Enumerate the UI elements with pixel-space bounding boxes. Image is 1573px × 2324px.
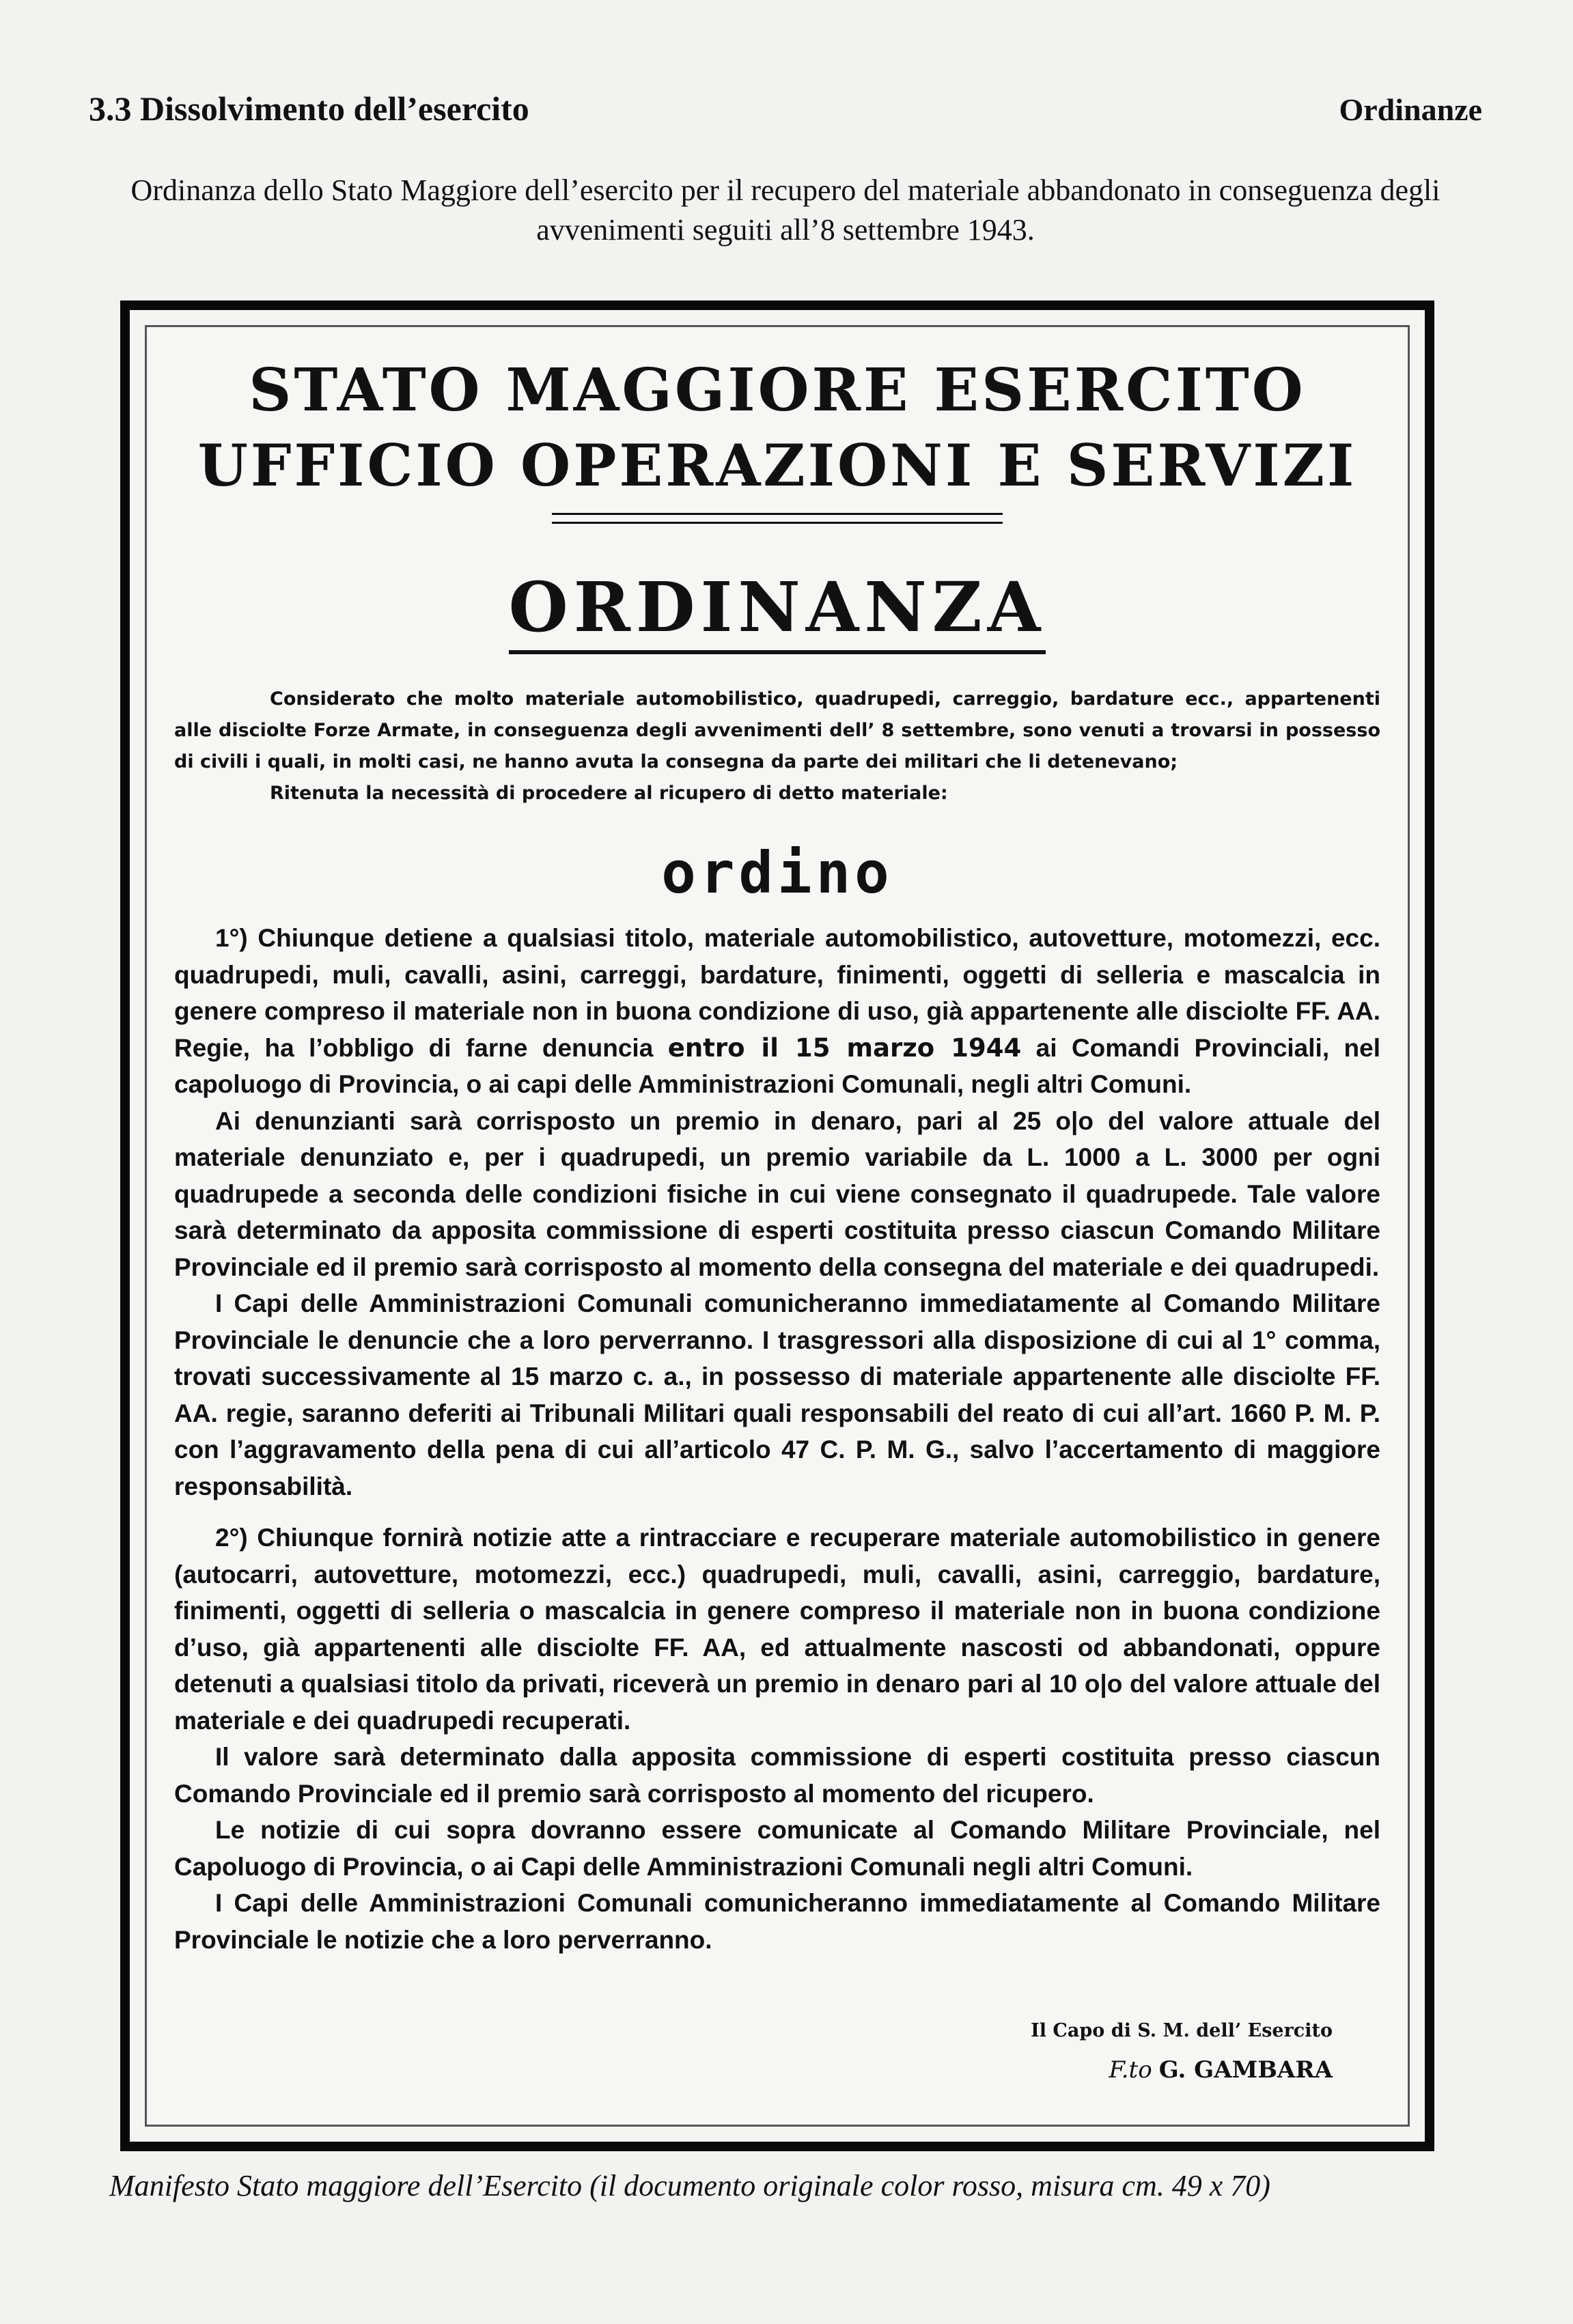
paragraph-2-notice: Le notizie di cui sopra dovranno essere comunicate al Comando Militare Provinciale, nel Capoluogo di Provincia, o ai Capi delle Amministrazioni Comunali negli altri Comuni. (174, 1816, 1380, 1881)
signature-line (1031, 2056, 1333, 2084)
figure-caption: Manifesto Stato maggiore dell’Esercito (il documento originale color rosso, misura cm. 49 x 70) (109, 2169, 1270, 2202)
signature-name: G. GAMBARA (1158, 2056, 1333, 2084)
ordinance-title-text: ORDINANZA (509, 567, 1046, 654)
paragraph-1-text: 1°) Chiunque detiene a qualsiasi titolo, materiale automobilistico, autovetture, motomezzi, ecc. quadrupedi, muli, cavalli, asini, carreggi, bardature, finimenti, oggetti di selleria e mascalcia in genere compreso il materiale non in buona condizione di uso, già appartenente alle disciolte FF. AA. Regie, ha l’obbligo di farne denuncia (174, 924, 1380, 1062)
poster-heading-line1: STATO MAGGIORE ESERCITO (249, 356, 1306, 425)
paragraph-1-reward: Ai denunzianti sarà corrisposto un premio in denaro, pari al 25 o|o del valore attuale del materiale denunziato e, per i quadrupedi, un premio variabile da L. 1000 a L. 3000 per ogni quadrupede a seconda delle condizioni fisiche in cui viene consegnato il quadrupede. Tale valore sarà determinato da apposita commissione di esperti costituita presso ciascun Comando Militare Provinciale ed il premio sarà corrisposto al momento della consegna del materiale e dei quadrupedi. (174, 1106, 1380, 1281)
preamble-ritenuta: Ritenuta la necessità di procedere al ricupero di detto materiale: (270, 783, 948, 804)
signature-prefix: F.to (1109, 2056, 1152, 2084)
page-header (89, 89, 1482, 128)
poster-frame (120, 300, 1434, 2151)
ordinance-poster (145, 325, 1410, 2127)
paragraph-1 (174, 920, 1380, 1103)
preamble-considerato: Considerato che molto materiale automobilistico, quadrupedi, carreggio, bardature ecc., appartenenti alle disciolte Forze Armate, in conseguenza degli avvenimenti dell’ 8 settembre, sono venuti a trovarsi in possesso di civili i quali, in molti casi, ne hanno avuta la consegna da parte dei militari che li detenevano; (174, 688, 1380, 772)
order-word: ordino (661, 839, 893, 906)
deadline-date: entro il 15 marzo 1944 (667, 1033, 1022, 1063)
section-label: Ordinanze (1339, 92, 1482, 127)
ordinance-title (174, 566, 1380, 648)
intro-text: Ordinanza dello Stato Maggiore dell’esercito per il recupero del materiale abbandonato in conseguenza degli avvenimenti seguiti all’8 settembre 1943. (130, 173, 1440, 247)
paragraph-2: 2°) Chiunque fornirà notizie atte a rintracciare e recuperare materiale automobilistico in genere (autocarri, autovetture, motomezzi, ecc.) quadrupedi, muli, cavalli, asini, carreggio, bardature, finimenti, oggetti di selleria o mascalcia in genere compreso il materiale non in buona condizione d’uso, già appartenenti alle disciolte FF. AA, ed attualmente nascosti od abbandonati, oppure detenuti a qualsiasi titolo da privati, riceverà un premio in denaro pari al 10 o|o del valore attuale del materiale e dei quadrupedi recuperati. (174, 1524, 1380, 1735)
poster-heading-line2: UFFICIO OPERAZIONI E SERVIZI (197, 432, 1357, 499)
section-title: 3.3 Dissolvimento dell’esercito (89, 89, 529, 128)
signature-role: Il Capo di S. M. dell’ Esercito (1031, 2020, 1333, 2041)
paragraph-2-value: Il valore sarà determinato dalla apposita commissione di esperti costituita presso ciascun Comando Provinciale ed il premio sarà corrisposto al momento del ricupero. (174, 1743, 1380, 1808)
ordinance-body (174, 920, 1380, 1958)
signature-block (1031, 2020, 1333, 2084)
paragraph-1-penalty: I Capi delle Amministrazioni Comunali comunicheranno immediatamente al Comando Militare Provinciale le denuncie che a loro perverranno. I trasgressori alla disposizione di cui al 1° comma, trovati successivamente al 15 marzo c. a., in possesso di materiale appartenente alle disciolte FF. AA. regie, saranno deferiti ai Tribunali Militari quali responsabili del reato di cui all’art. 1660 P. M. P. con l’aggravamento della pena di cui all’articolo 47 C. P. M. G., salvo l’accertamento di maggiore responsabilità. (174, 1289, 1380, 1500)
preamble (174, 684, 1380, 809)
paragraph-1-text-cont: ai Comandi Provinciali, nel capoluogo di Provincia, o ai capi delle Amministrazioni Comunali, negli altri Comuni. (174, 1033, 1380, 1098)
heading-divider (552, 513, 1003, 524)
paragraph-2-capi: I Capi delle Amministrazioni Comunali comunicheranno immediatamente al Comando Militare Provinciale le notizie che a loro perverranno. (174, 1889, 1380, 1954)
